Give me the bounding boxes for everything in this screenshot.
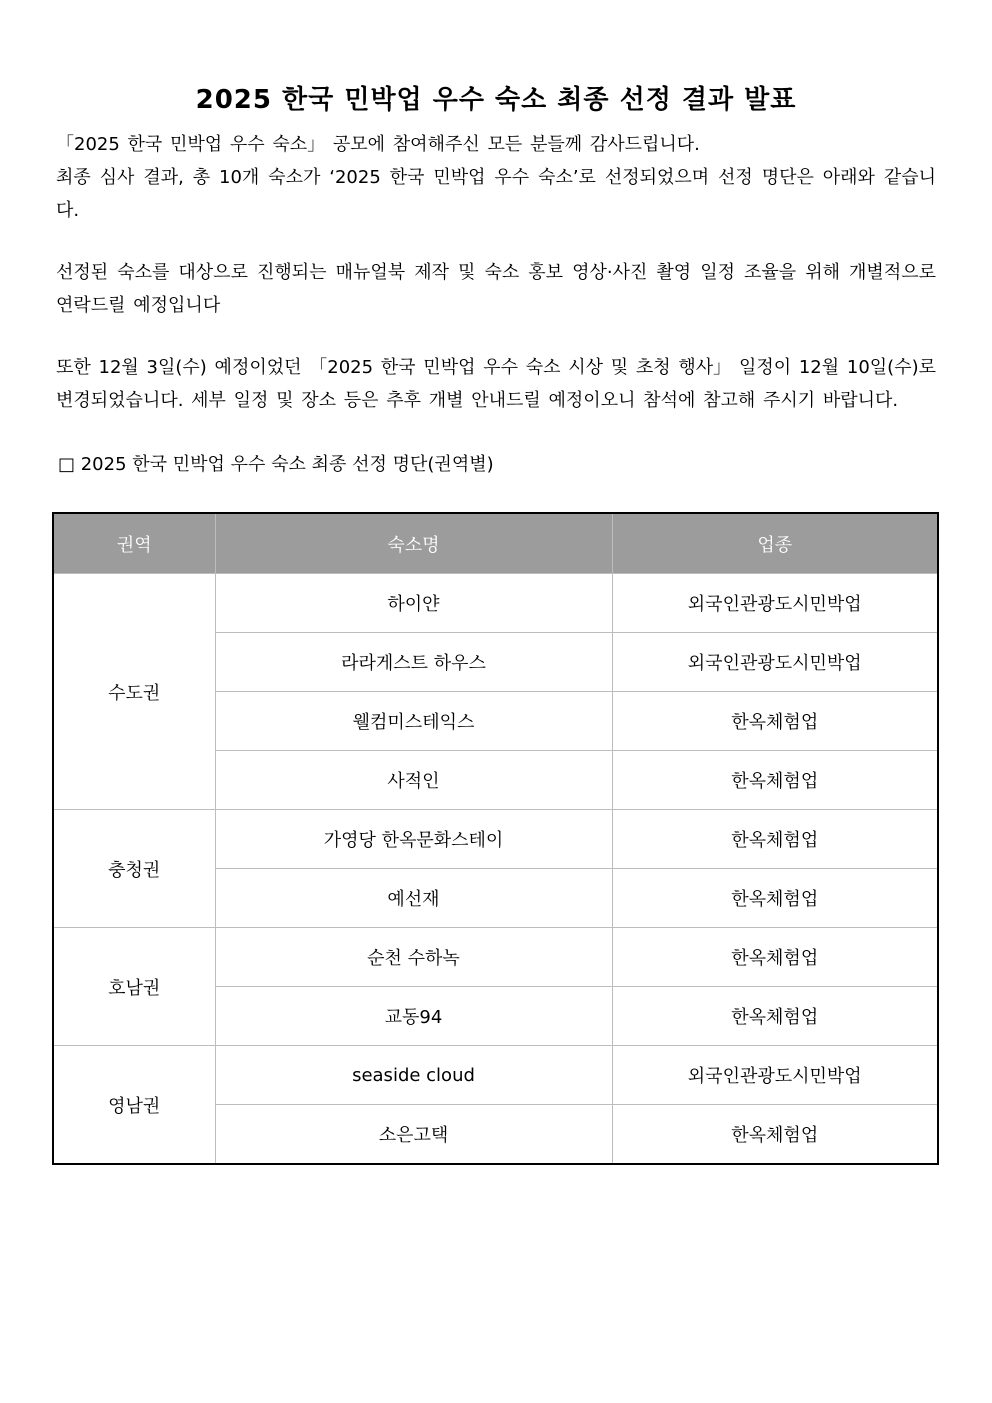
accommodation-name: 예선재 — [215, 869, 612, 928]
business-type: 한옥체험업 — [612, 692, 938, 751]
header-accommodation-name: 숙소명 — [215, 513, 612, 574]
paragraph-thanks: 「2025 한국 민박업 우수 숙소」 공모에 참여해주신 모든 분들께 감사드립니다. — [56, 134, 700, 155]
accommodation-name: 사적인 — [215, 751, 612, 810]
results-table — [52, 512, 939, 1165]
accommodation-name: 라라게스트 하우스 — [215, 633, 612, 692]
spacer — [56, 227, 936, 256]
paragraph-contact: 선정된 숙소를 대상으로 진행되는 매뉴얼북 제작 및 숙소 홍보 영상·사진 촬영 일정 조율을 위해 개별적으로 연락드릴 예정입니다 — [56, 262, 936, 316]
accommodation-name: seaside cloud — [215, 1046, 612, 1105]
region-cell: 충청권 — [53, 810, 215, 928]
business-type: 한옥체험업 — [612, 869, 938, 928]
document-body — [56, 80, 936, 480]
table-row — [53, 928, 938, 987]
spacer — [56, 322, 936, 351]
business-type: 한옥체험업 — [612, 810, 938, 869]
page-title: 2025 한국 민박업 우수 숙소 최종 선정 결과 발표 — [195, 85, 797, 115]
region-cell: 영남권 — [53, 1046, 215, 1165]
region-cell: 수도권 — [53, 574, 215, 810]
accommodation-name: 순천 수하녹 — [215, 928, 612, 987]
paragraph-result: 최종 심사 결과, 총 10개 숙소가 ‘2025 한국 민박업 우수 숙소’로 선정되었으며 선정 명단은 아래와 같습니다. — [56, 167, 936, 221]
accommodation-name: 웰컴미스테익스 — [215, 692, 612, 751]
business-type: 한옥체험업 — [612, 987, 938, 1046]
accommodation-name: 가영당 한옥문화스테이 — [215, 810, 612, 869]
accommodation-name: 소은고택 — [215, 1105, 612, 1165]
business-type: 외국인관광도시민박업 — [612, 633, 938, 692]
header-region: 권역 — [53, 513, 215, 574]
table-header-row — [53, 513, 938, 574]
table-row — [53, 1046, 938, 1105]
business-type: 한옥체험업 — [612, 1105, 938, 1165]
business-type: 한옥체험업 — [612, 751, 938, 810]
business-type: 외국인관광도시민박업 — [612, 1046, 938, 1105]
region-cell: 호남권 — [53, 928, 215, 1046]
business-type: 외국인관광도시민박업 — [612, 574, 938, 633]
table-row — [53, 810, 938, 869]
paragraph-event-change: 또한 12월 3일(수) 예정이었던 「2025 한국 민박업 우수 숙소 시상 및 초청 행사」 일정이 12월 10일(수)로 변경되었습니다. 세부 일정 및 장소 등은 추후 개별 안내드릴 예정이오니 참석에 참고해 주시기 바랍니다. — [56, 357, 936, 411]
spacer — [56, 417, 936, 446]
table-row — [53, 574, 938, 633]
header-business-type: 업종 — [612, 513, 938, 574]
accommodation-name: 교동94 — [215, 987, 612, 1046]
business-type: 한옥체험업 — [612, 928, 938, 987]
list-heading: □ 2025 한국 민박업 우수 숙소 최종 선정 명단(권역별) — [58, 454, 494, 475]
accommodation-name: 하이얀 — [215, 574, 612, 633]
